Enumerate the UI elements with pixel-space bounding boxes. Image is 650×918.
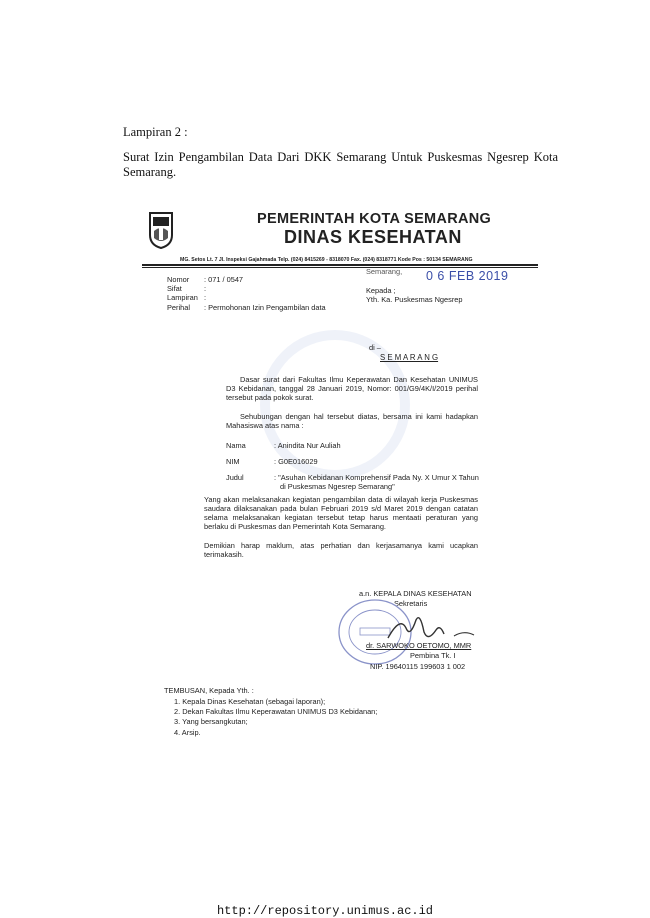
header-government: PEMERINTAH KOTA SEMARANG [257, 211, 492, 227]
paragraph-1: Dasar surat dari Fakultas Ilmu Keperawatan Dan Kesehatan UNIMUS D3 Kebidanan, tanggal 28 Januari 2019, Nomor: 001/G9/4K/I/2019 perihal tersebut pada pokok surat. [226, 375, 478, 402]
caption: Surat Izin Pengambilan Data Dari DKK Semarang Untuk Puskesmas Ngesrep Kota Semarang. [123, 150, 558, 179]
di-label: di – [369, 343, 381, 352]
tembusan-label: TEMBUSAN, Kepada Yth. : [164, 686, 254, 695]
tembusan-item: 2. Dekan Fakultas Ilmu Keperawatan UNIMUS D3 Kebidanan; [174, 707, 378, 716]
repository-url: http://repository.unimus.ac.id [216, 904, 434, 918]
sign-role: Sekretaris [394, 599, 428, 608]
tembusan-item: 1. Kepala Dinas Kesehatan (sebagai laporan); [174, 697, 326, 706]
nomor-value: : 071 / 0547 [204, 275, 244, 284]
judul-value-line2: di Puskesmas Ngesrep Semarang" [280, 482, 395, 491]
place-label: Semarang, [366, 267, 403, 276]
recipient: Yth. Ka. Puskesmas Ngesrep [366, 295, 463, 304]
sifat-value: : [204, 284, 207, 293]
lampiran-label: Lampiran 2 : [123, 125, 188, 139]
header-agency: DINAS KESEHATAN [284, 227, 462, 247]
lampiran-meta-label: Lampiran [167, 293, 198, 302]
nim-label: NIM [226, 457, 240, 466]
sign-rank: Pembina Tk. I [410, 651, 456, 660]
nama-value: : Anindita Nur Auliah [274, 441, 341, 450]
header-rule-thin [142, 267, 538, 268]
perihal-value: : Permohonan Izin Pengambilan data [204, 303, 326, 312]
paragraph-3: Yang akan melaksanakan kegiatan pengambilan data di wilayah kerja Puskesmas saudara dilaksanakan pada bulan Februari 2019 s/d Maret 2019 dengan catatan selama melaksanakan kegiatan tersebut tetap harus mentaati peraturan yang berlaku di Puskesmas dan Pemerintah Kota Semarang. [204, 495, 478, 531]
coat-of-arms-icon [148, 211, 174, 249]
date-stamp: 0 6 FEB 2019 [426, 269, 509, 283]
city-label: S E M A R A N G [380, 353, 439, 362]
paragraph-2: Sehubungan dengan hal tersebut diatas, bersama ini kami hadapkan Mahasiswa atas nama : [226, 412, 478, 430]
judul-value-line1: : "Asuhan Kebidanan Komprehensif Pada Ny. X Umur X Tahun [274, 473, 479, 482]
sign-name: dr. SARWOKO OETOMO, MMR [366, 641, 472, 650]
sign-nip: NIP. 19640115 199603 1 002 [370, 662, 466, 671]
nim-value: : G0E016029 [274, 457, 318, 466]
nama-label: Nama [226, 441, 246, 450]
lampiran-meta-value: : [204, 293, 207, 302]
sifat-label: Sifat [167, 284, 182, 293]
scanned-letter [140, 205, 540, 750]
nomor-label: Nomor [167, 275, 190, 284]
kepada-label: Kepada ; [366, 286, 396, 295]
sign-an: a.n. KEPALA DINAS KESEHATAN [359, 589, 472, 598]
tembusan-item: 4. Arsip. [174, 728, 201, 737]
header-address: MG. Setos Lt. 7 Jl. Inspeksi Gajahmada Telp. (024) 8415269 - 8318070 Fax. (024) 8318771 Kode Pos : 50134 SEMARANG [180, 257, 473, 263]
judul-label: Judul [226, 473, 244, 482]
tembusan-item: 3. Yang bersangkutan; [174, 717, 248, 726]
paragraph-4: Demikian harap maklum, atas perhatian dan kerjasamanya kami ucapkan terimakasih. [204, 541, 478, 559]
perihal-label: Perihal [167, 303, 191, 312]
header-rule [142, 264, 538, 266]
